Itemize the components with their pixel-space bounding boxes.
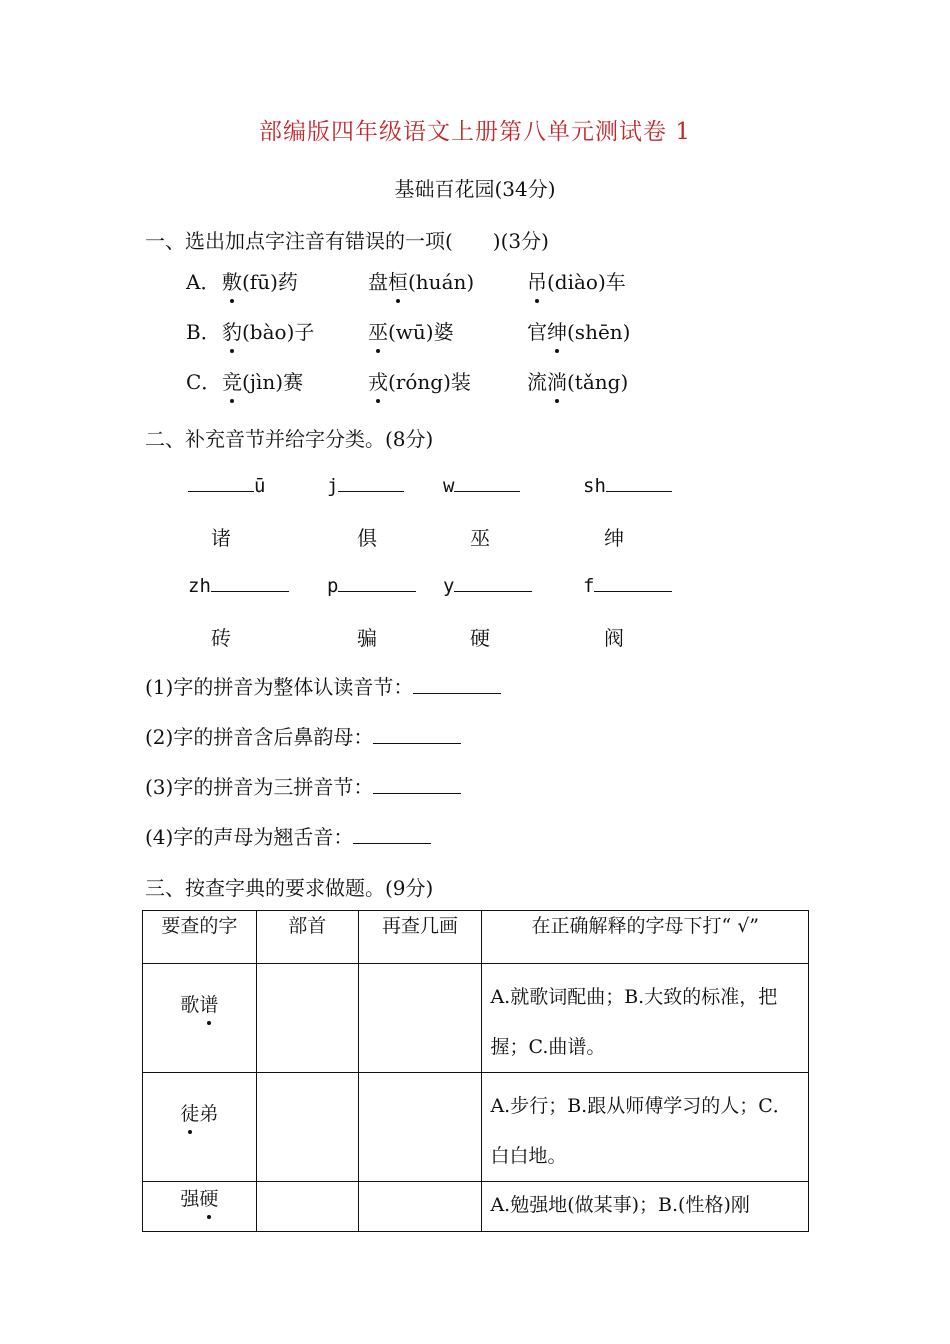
syllable-blank[interactable]: f [583,573,672,597]
answer-underline[interactable] [606,473,672,492]
sub-question: (1)字的拼音为整体认读音节： [145,671,501,700]
answer-underline[interactable] [211,573,289,592]
option-word [222,366,303,395]
hanzi: 巫 [470,526,490,550]
option-word [222,316,314,345]
q2-stem: 二、补充音节并给字分类。(8分) [145,427,434,451]
hanzi: 砖 [211,626,231,650]
answer-underline[interactable] [338,473,404,492]
syllable-blank[interactable]: zh [188,573,289,597]
syllable-blank[interactable]: j [327,473,404,497]
header-cell: 部首 [256,911,358,964]
radical-answer-cell[interactable] [256,1073,358,1182]
page-title: 部编版四年级语文上册第八单元测试卷 1 [259,119,691,145]
section-title: 基础百花园(34分) [394,177,556,201]
hanzi: 阀 [604,626,624,650]
syllable-blank[interactable]: sh [583,473,672,497]
answer-underline[interactable] [454,573,532,592]
answer-underline[interactable] [373,775,461,794]
dotted-char: 淌 [547,366,567,395]
dotted-char: 绅 [547,316,567,345]
syllable-blank[interactable]: ū [188,473,265,497]
explanation-cell[interactable]: A.勉强地(做某事)；B.(性格)刚 [482,1182,809,1232]
header-cell: 要查的字 [143,911,257,964]
table-row [143,1073,809,1182]
syllable-blank[interactable]: p [327,573,416,597]
option-word [527,266,626,295]
syllable-blank[interactable]: y [443,573,532,597]
word-cell: 徒弟 [143,1073,257,1182]
answer-underline[interactable] [353,825,431,844]
dotted-char: 硬 [199,1184,218,1211]
answer-underline[interactable] [373,725,461,744]
option-word: 盘桓(huán) [368,266,474,295]
hanzi: 骗 [357,626,377,650]
word-cell: 强硬 [143,1182,257,1232]
pinyin-text: (shēn) [567,320,631,344]
hanzi: 诸 [211,526,231,550]
strokes-answer-cell[interactable] [358,1182,482,1232]
strokes-answer-cell[interactable] [358,1073,482,1182]
sub-question: (2)字的拼音含后鼻韵母： [145,721,461,750]
option-word [368,366,471,395]
hanzi: 俱 [357,526,377,550]
answer-underline[interactable] [454,473,520,492]
dotted-char: 竞 [222,366,242,395]
radical-answer-cell[interactable] [256,1182,358,1232]
pinyin-text: (huán) [408,270,475,294]
option-word [368,316,454,345]
hanzi: 硬 [470,626,490,650]
dotted-char: 徒 [180,1099,199,1126]
explanation-cell[interactable]: A.步行；B.跟从师傅学习的人；C． 白白地。 [482,1073,809,1182]
option-word: 流淌(tǎng) [527,366,628,395]
dictionary-table [142,910,809,1232]
option-label: A． [186,270,221,294]
pinyin-text: (diào)车 [547,270,626,294]
option-word [222,266,298,295]
sub-question: (4)字的声母为翘舌音： [145,821,431,850]
answer-underline[interactable] [594,573,672,592]
answer-underline[interactable] [413,675,501,694]
q1-stem: 一、选出加点字注音有错误的一项( )(3分) [145,229,549,253]
dotted-char: 敷 [222,266,242,295]
dotted-char: 戎 [368,366,388,395]
table-header-row [143,911,809,964]
sub-question: (3)字的拼音为三拼音节： [145,771,461,800]
table-row [143,964,809,1073]
header-cell: 在正确解释的字母下打“ √” [482,911,809,964]
pinyin-text: (tǎng) [567,370,629,394]
pinyin-text: (bào)子 [242,320,315,344]
table-row [143,1182,809,1232]
pinyin-text: (róng)装 [388,370,471,394]
answer-underline[interactable] [338,573,416,592]
option-word: 官绅(shēn) [527,316,630,345]
pinyin-text: (fū)药 [242,270,298,294]
dotted-char: 桓 [388,266,408,295]
explanation-cell[interactable]: A.就歌词配曲；B.大致的标准，把握；C.曲谱。 [482,964,809,1073]
header-cell: 再查几画 [358,911,482,964]
word-cell: 歌谱 [143,964,257,1073]
pinyin-text: (jìn)赛 [242,370,304,394]
answer-underline[interactable] [188,473,254,492]
hanzi: 绅 [604,526,624,550]
strokes-answer-cell[interactable] [358,964,482,1073]
q3-stem: 三、按查字典的要求做题。(9分) [145,876,434,900]
dotted-char: 豹 [222,316,242,345]
syllable-blank[interactable]: w [443,473,520,497]
pinyin-text: (wū)婆 [388,320,454,344]
dotted-char: 谱 [199,990,218,1017]
dotted-char: 吊 [527,266,547,295]
radical-answer-cell[interactable] [256,964,358,1073]
option-label: C． [186,370,222,394]
dotted-char: 巫 [368,316,388,345]
option-label: B． [186,320,221,344]
